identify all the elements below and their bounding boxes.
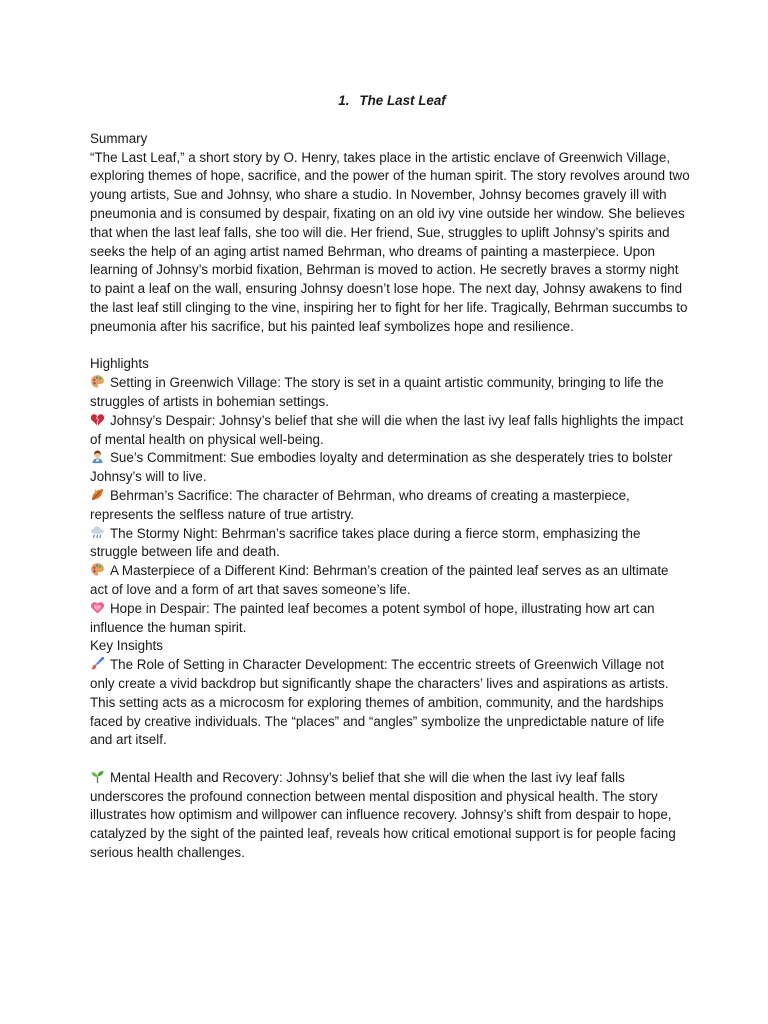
spacer bbox=[90, 337, 690, 356]
insight-text: The Role of Setting in Character Development: The eccentric streets of Greenwich Village not only create a vivid backdrop but significantly shape the characters’ lives and aspirations as artists. This setting acts as a microcosm for exploring themes of ambition, community, and the hardships faced by creative individuals. The “places” and “angles” symbolize the unpredictable nature of life and art itself. bbox=[90, 657, 669, 748]
summary-heading: Summary bbox=[90, 130, 148, 146]
woman-caregiver-icon bbox=[90, 449, 105, 464]
highlight-text: Behrman’s Sacrifice: The character of Behrman, who dreams of creating a masterpiece, represents the selfless nature of true artistry. bbox=[90, 487, 630, 522]
document-page bbox=[90, 92, 690, 863]
insight-item bbox=[90, 769, 690, 863]
title-text: The Last Leaf bbox=[359, 93, 446, 108]
growing-heart-icon bbox=[90, 600, 105, 615]
highlight-text: The Stormy Night: Behrman’s sacrifice takes place during a fierce storm, emphasizing the struggle between life and death. bbox=[90, 525, 641, 560]
highlight-item bbox=[90, 600, 690, 638]
highlight-item bbox=[90, 525, 690, 563]
spacer bbox=[90, 750, 690, 769]
broken-heart-icon bbox=[90, 412, 105, 427]
seedling-icon bbox=[90, 769, 105, 784]
title-number: 1. bbox=[338, 93, 350, 108]
rain-cloud-icon bbox=[90, 525, 105, 540]
highlight-item bbox=[90, 374, 690, 412]
highlight-text: A Masterpiece of a Different Kind: Behrman’s creation of the painted leaf serves as an ultimate act of love and a form of art that saves someone’s life. bbox=[90, 563, 669, 597]
insights-heading: Key Insights bbox=[90, 638, 163, 654]
highlight-text: Hope in Despair: The painted leaf becomes a potent symbol of hope, illustrating how art can influence the human spirit. bbox=[90, 600, 655, 635]
artist-palette-icon bbox=[90, 374, 105, 389]
document-title bbox=[90, 92, 690, 111]
paintbrush-icon bbox=[90, 656, 105, 671]
insight-text: Mental Health and Recovery: Johnsy’s belief that she will die when the last ivy leaf falls underscores the profound connection between mental disposition and physical health. The story illustrates how optimism and willpower can influence recovery. Johnsy’s shift from despair to hope, catalyzed by the sight of the painted leaf, reveals how critical emotional support is for people facing serious health challenges. bbox=[90, 769, 676, 861]
artist-palette-icon bbox=[90, 562, 105, 577]
highlight-item bbox=[90, 449, 690, 487]
highlight-item bbox=[90, 487, 690, 525]
highlights-heading: Highlights bbox=[90, 356, 149, 372]
highlight-text: Setting in Greenwich Village: The story is set in a quaint artistic community, bringing to life the struggles of artists in bohemian settings. bbox=[90, 375, 664, 409]
highlight-item bbox=[90, 562, 690, 600]
fallen-leaf-icon bbox=[90, 487, 105, 502]
highlight-text: Johnsy’s Despair: Johnsy’s belief that she will die when the last ivy leaf falls highlights the impact of mental health on physical well-being. bbox=[90, 412, 684, 447]
highlight-text: Sue’s Commitment: Sue embodies loyalty and determination as she desperately tries to bolster Johnsy’s will to live. bbox=[90, 450, 673, 485]
highlight-item bbox=[90, 412, 690, 450]
insight-item bbox=[90, 656, 690, 750]
summary-body: “The Last Leaf,” a short story by O. Henry, takes place in the artistic enclave of Greenwich Village, exploring themes of hope, sacrifice, and the power of the human spirit. The story revolves around two young artists, Sue and Johnsy, who share a studio. In November, Johnsy becomes gravely ill with pneumonia and is consumed by despair, fixating on an old ivy vine outside her window. She believes that when the last leaf falls, she too will die. Her friend, Sue, struggles to uplift Johnsy’s spirits and seeks the help of an aging artist named Behrman, who dreams of painting a masterpiece. Upon learning of Johnsy’s morbid fixation, Behrman is moved to action. He secretly braves a stormy night to paint a leaf on the wall, ensuring Johnsy doesn’t lose hope. The next day, Johnsy awakens to find the last leaf still clinging to the vine, inspiring her to fight for her life. Tragically, Behrman succumbs to pneumonia after his sacrifice, but his painted leaf symbolizes hope and resilience. bbox=[90, 149, 690, 334]
